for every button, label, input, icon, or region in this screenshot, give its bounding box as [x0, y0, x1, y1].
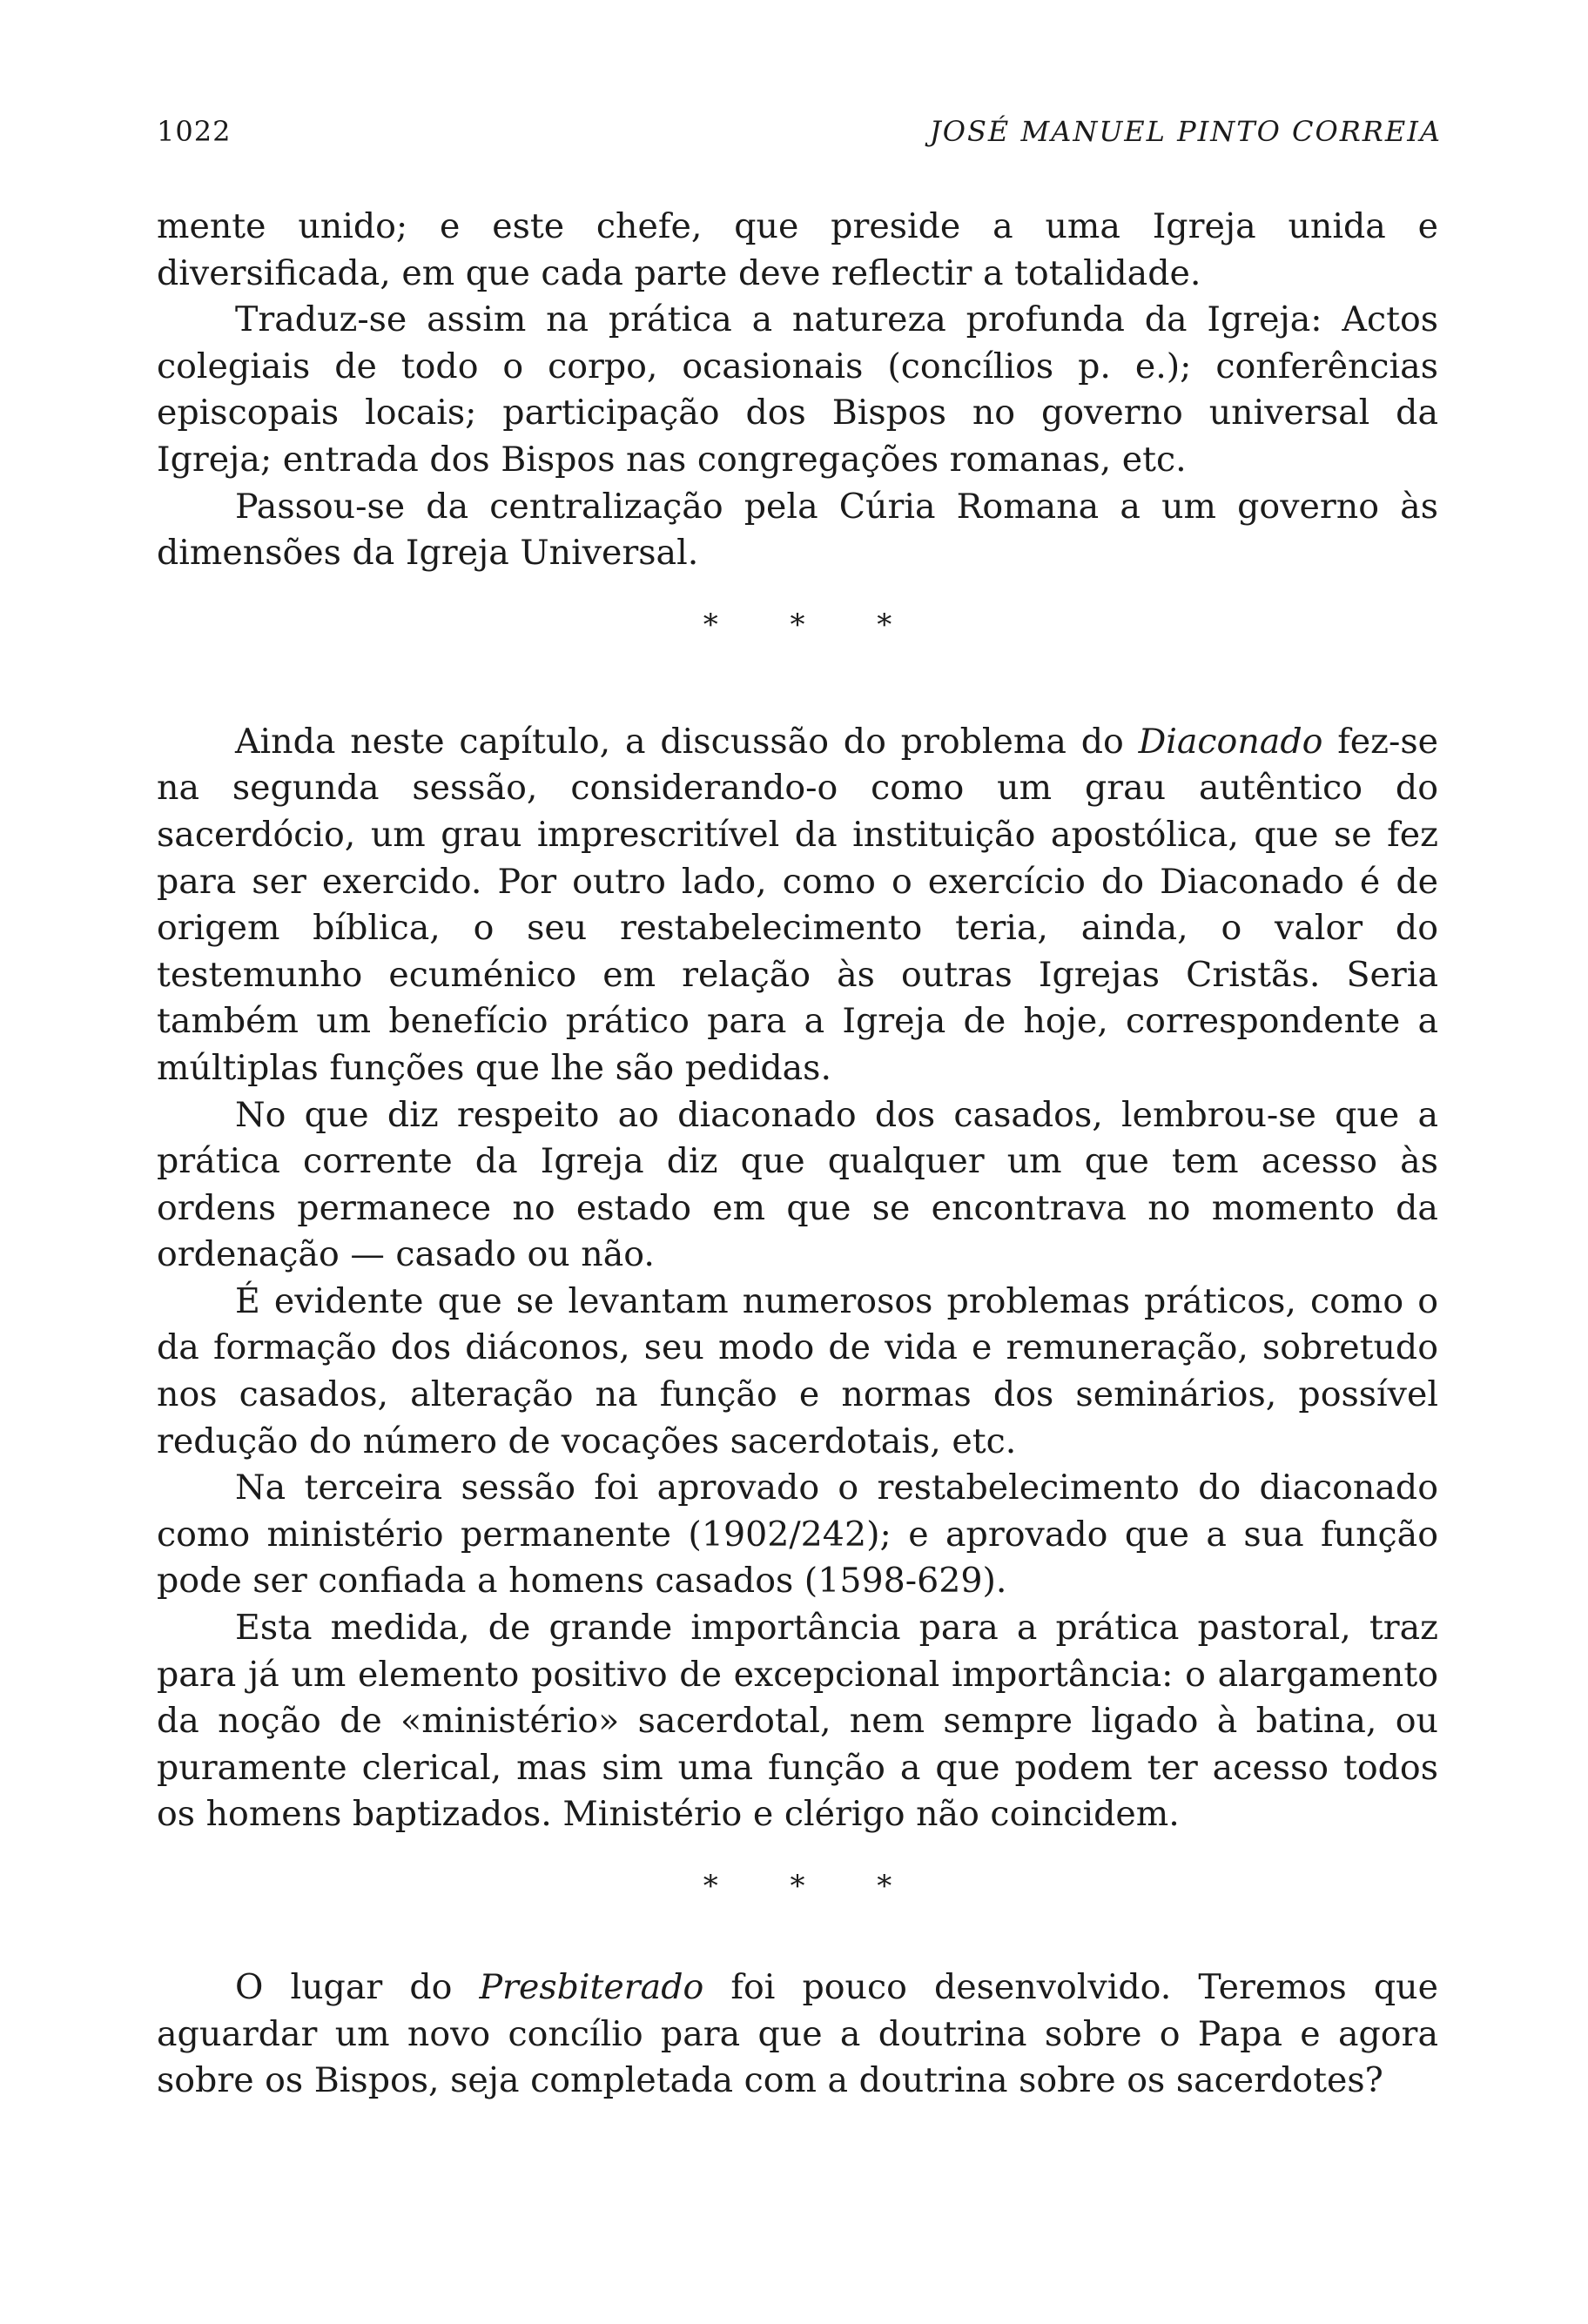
running-title: JOSÉ MANUEL PINTO CORREIA — [929, 115, 1442, 148]
section-separator-2: * * * — [703, 1869, 924, 1904]
paragraph-4-text-a: Ainda neste capítulo, a discussão do problema do — [235, 721, 1139, 762]
paragraph-4 — [157, 719, 1438, 1092]
paragraph-2: Traduz-se assim na prática a natureza profunda da Igreja: Actos colegiais de todo o corpo, ocasionais (concílios p. e.); conferências episcopais locais; participação dos Bispos no governo universal da Igreja; entrada dos Bispos nas congregações romanas, etc. — [157, 299, 1438, 480]
paragraph-7: Na terceira sessão foi aprovado o restabelecimento do diaconado como ministério permanente (1902/242); e aprovado que a sua função pode ser confiada a homens casados (1598-629). — [157, 1468, 1438, 1602]
paragraph-8: Esta medida, de grande importância para a prática pastoral, traz para já um elemento positivo de excepcional importância: o alargamento da noção de «ministério» sacerdotal, nem sempre ligado à batina, ou puramente clerical, mas sim uma função a que podem ter acesso todos os homens baptizados. Ministério e clérigo não coincidem. — [157, 1608, 1438, 1835]
page-header — [157, 115, 1442, 148]
paragraph-1: mente unido; e este chefe, que preside a uma Igreja unida e diversificada, em que cada parte deve reflectir a totalidade. — [157, 206, 1438, 293]
paragraph-4-text-b: fez-se na segunda sessão, considerando-o como um grau autêntico do sacerdócio, um grau imprescritível da instituição apostólica, que se fez para ser exercido. Por outro lado, como o exercício do Diaconado é de origem bíblica, o seu restabelecimento teria, ainda, o valor do testemunho ecuménico em relação às outras Igrejas Cristãs. Seria também um benefício prático para a Igreja de hoje, correspondente a múltiplas funções que lhe são pedidas. — [157, 721, 1438, 1088]
section-separator: * * * — [703, 607, 924, 642]
presbiterado-term: Presbiterado — [479, 1967, 704, 2007]
paragraph-5: No que diz respeito ao diaconado dos casados, lembrou-se que a prática corrente da Igreja diz que qualquer um que tem acesso às ordens permanece no estado em que se encontrava no momento da ordenação — casado ou não. — [157, 1094, 1438, 1275]
body-text — [157, 204, 1438, 2105]
page-number: 1022 — [157, 115, 232, 148]
paragraph-9-text-a: O lugar do — [235, 1967, 480, 2007]
spacer — [157, 670, 1438, 719]
spacer-2 — [157, 1931, 1438, 1965]
paragraph-9 — [157, 1965, 1438, 2105]
paragraph-9-text-b: foi pouco desenvolvido. Teremos que aguardar um novo concílio para que a doutrina sobre o Papa e agora sobre os Bispos, seja completada com a doutrina sobre os sacerdotes? — [157, 1967, 1438, 2101]
paragraph-3: Passou-se da centralização pela Cúria Romana a um governo às dimensões da Igreja Universal. — [157, 486, 1438, 574]
diaconado-term: Diaconado — [1138, 721, 1323, 762]
paragraph-6: É evidente que se levantam numerosos problemas práticos, como o da formação dos diáconos, seu modo de vida e remuneração, sobretudo nos casados, alteração na função e normas dos seminários, possível redução do número de vocações sacerdotais, etc. — [157, 1280, 1438, 1461]
